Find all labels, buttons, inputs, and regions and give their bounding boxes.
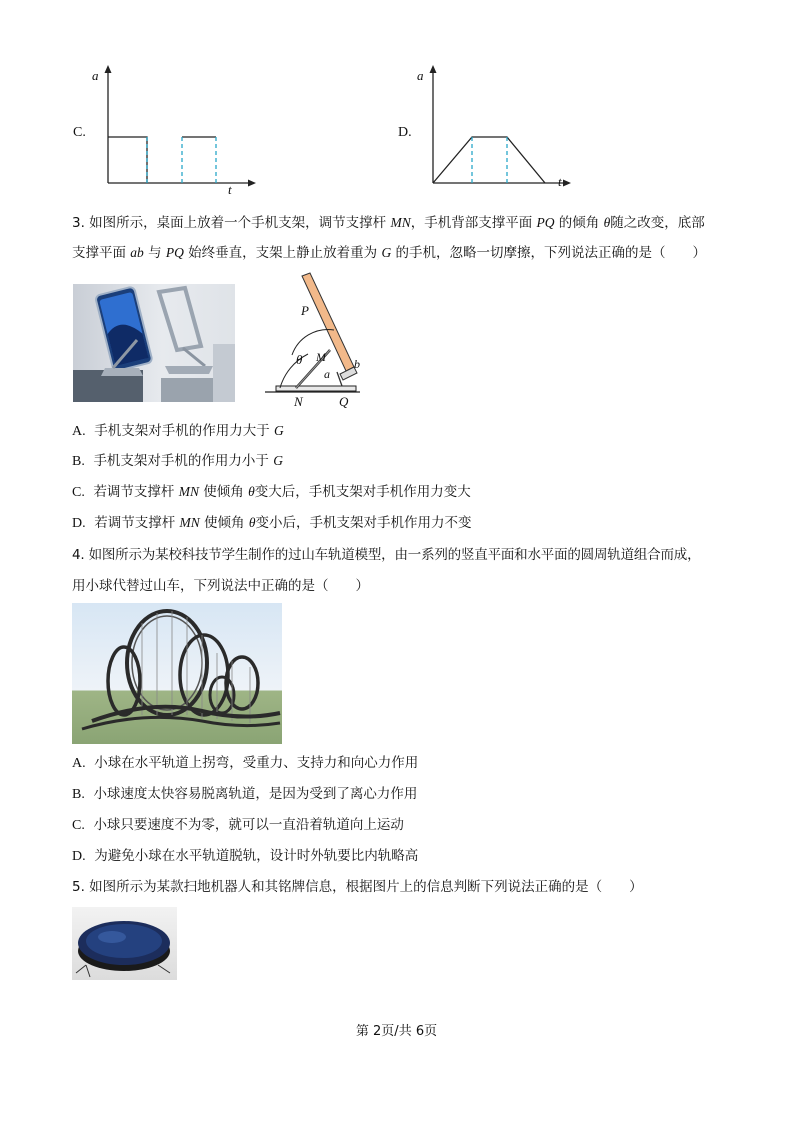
graph-d-option-label: D. bbox=[398, 125, 412, 140]
diagram-label-m: M bbox=[316, 350, 326, 364]
q3-option-b[interactable]: B. 手机支架对手机的作用力小于 G bbox=[72, 453, 283, 469]
q4-option-b[interactable]: B. 小球速度太快容易脱离轨道，是因为受到了离心力作用 bbox=[72, 786, 418, 802]
q3-stem-line1: 3. 如图所示，桌面上放着一个手机支架，调节支撑杆 MN，手机背部支撑平面 PQ 的倾角 θ随之改变，底部 bbox=[72, 215, 705, 231]
q4-stem-line2: 用小球代替过山车，下列说法中正确的是（ ） bbox=[72, 578, 369, 594]
q4-option-d[interactable]: D. 为避免小球在水平轨道脱轨，设计时外轨要比内轨略高 bbox=[72, 848, 419, 864]
diagram-label-a: a bbox=[324, 367, 330, 381]
robot-vacuum-illustration bbox=[72, 907, 177, 980]
roller-coaster-illustration bbox=[72, 603, 282, 744]
graph-c bbox=[70, 60, 260, 200]
robot-vacuum-photo bbox=[72, 907, 177, 980]
graph-c-y-label: a bbox=[92, 68, 99, 83]
phone-stand-illustration bbox=[73, 284, 235, 402]
q3-option-a[interactable]: A. 手机支架对手机的作用力大于 G bbox=[72, 423, 284, 439]
q4-stem-line1: 4. 如图所示为某校科技节学生制作的过山车轨道模型，由一系列的竖直平面和水平面的圆周轨道组合而成， bbox=[72, 547, 701, 563]
graph-c-option-label: C. bbox=[73, 125, 86, 140]
graph-c-x-label: t bbox=[228, 182, 232, 197]
graph-d-x-label: t bbox=[558, 174, 562, 189]
q3-option-d[interactable]: D. 若调节支撑杆 MN 使倾角 θ变小后，手机支架对手机作用力不变 bbox=[72, 515, 472, 531]
stand-diagram bbox=[262, 270, 372, 415]
q5-stem-line1: 5. 如图所示为某款扫地机器人和其铭牌信息，根据图片上的信息判断下列说法正确的是（ ） bbox=[72, 879, 643, 895]
diagram-label-b: b bbox=[354, 357, 360, 371]
roller-coaster-photo bbox=[72, 603, 282, 744]
phone-stand-photo bbox=[73, 284, 235, 402]
q4-option-a[interactable]: A. 小球在水平轨道上拐弯，受重力、支持力和向心力作用 bbox=[72, 755, 419, 771]
diagram-label-q: Q bbox=[339, 394, 349, 409]
q3-option-c[interactable]: C. 若调节支撑杆 MN 使倾角 θ变大后，手机支架对手机作用力变大 bbox=[72, 484, 471, 500]
diagram-label-n: N bbox=[294, 394, 303, 409]
diagram-label-p: P bbox=[301, 303, 309, 318]
graph-d-y-label: a bbox=[417, 68, 424, 83]
page-footer: 第 2页/共 6页 bbox=[355, 1024, 438, 1039]
graph-d bbox=[395, 60, 585, 200]
q4-option-c[interactable]: C. 小球只要速度不为零，就可以一直沿着轨道向上运动 bbox=[72, 817, 404, 833]
diagram-label-theta: θ bbox=[296, 352, 303, 367]
q3-stem-line2: 支撑平面 ab 与 PQ 始终垂直，支架上静止放着重为 G 的手机，忽略一切摩擦，下列说法正确的是（ ） bbox=[72, 245, 707, 261]
stand-diagram-svg bbox=[262, 270, 372, 415]
